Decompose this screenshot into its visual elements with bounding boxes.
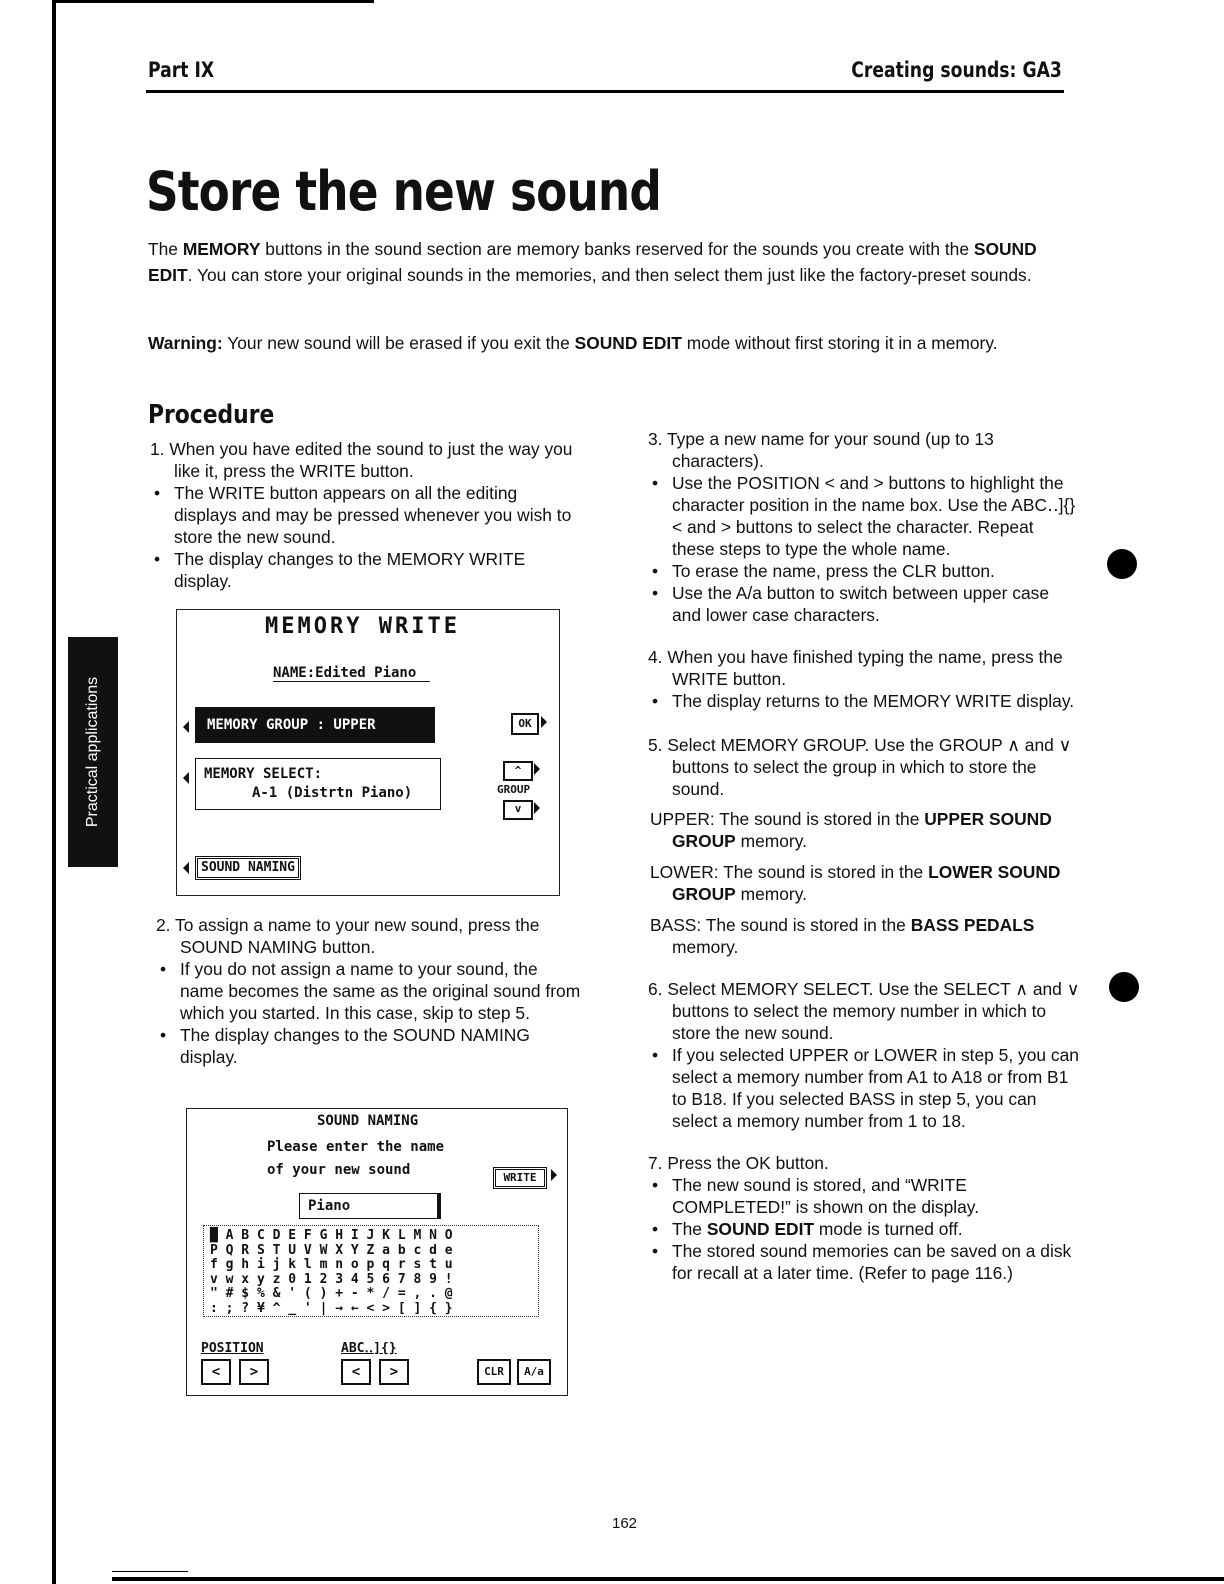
case-toggle-button[interactable]: A/a bbox=[517, 1359, 551, 1385]
step-4-bullet: • The display returns to the MEMORY WRITE display. bbox=[648, 690, 1080, 712]
step-5: 5. Select MEMORY GROUP. Use the GROUP ∧ and ∨ buttons to select the group in which to store the sound. bbox=[648, 735, 1072, 799]
position-left-button[interactable]: < bbox=[201, 1359, 231, 1385]
memory-write-display bbox=[176, 609, 560, 896]
step-3-bullet: • To erase the name, press the CLR button. bbox=[648, 560, 1080, 582]
procedure-heading: Procedure bbox=[148, 400, 275, 430]
upper-desc: UPPER: The sound is stored in the UPPER SOUND GROUP memory. bbox=[650, 809, 1052, 851]
memory-select-button[interactable] bbox=[195, 758, 441, 810]
step-6-bullet: • If you selected UPPER or LOWER in step 5, you can select a memory number from A1 to A18 or from B1 to B18. If you selected BASS in step 5, you can select a memory number from 1 to 18. bbox=[648, 1044, 1080, 1132]
step-2: 2. To assign a name to your new sound, press the SOUND NAMING button. bbox=[156, 915, 540, 957]
step-4: 4. When you have finished typing the name, press the WRITE button. bbox=[648, 647, 1063, 689]
margin-dot bbox=[1107, 549, 1137, 579]
header-part: Part IX bbox=[148, 58, 215, 82]
step-7: 7. Press the OK button. bbox=[648, 1153, 829, 1173]
position-label: POSITION bbox=[201, 1341, 264, 1356]
step-1-bullet: • The WRITE button appears on all the editing displays and may be pressed whenever you wish to store the new sound. bbox=[150, 482, 580, 548]
group-label: GROUP bbox=[497, 783, 531, 796]
position-right-button[interactable]: > bbox=[239, 1359, 269, 1385]
memory-group-button[interactable]: MEMORY GROUP : UPPER bbox=[195, 707, 435, 743]
name-input[interactable]: Piano bbox=[299, 1193, 441, 1219]
step-2-bullet: • If you do not assign a name to your sound, the name becomes the same as the original sound from which you started. In this case, skip to step 5. bbox=[156, 958, 586, 1024]
select-down-button[interactable]: v bbox=[503, 800, 533, 820]
char-row: f g h i j k l m n o p q r s t u bbox=[210, 1257, 453, 1272]
left-arrow-icon bbox=[183, 721, 189, 733]
ok-button[interactable]: OK bbox=[511, 713, 539, 735]
step-3-bullet: • Use the POSITION < and > buttons to highlight the character position in the name box. Use the ABC‥]{} < and > buttons to select the character. Repeat these steps to type the whole name. bbox=[648, 472, 1080, 560]
page-border-bottom bbox=[112, 1577, 1224, 1581]
right-arrow-icon bbox=[551, 1169, 557, 1181]
warning-paragraph: Warning: Your new sound will be erased if you exit the SOUND EDIT mode without first storing it in a memory. bbox=[148, 333, 998, 353]
abc-left-button[interactable]: < bbox=[341, 1359, 371, 1385]
header-chapter: Creating sounds: GA3 bbox=[851, 58, 1062, 82]
step-1: 1. When you have edited the sound to just the way you like it, press the WRITE button. bbox=[150, 439, 573, 481]
abc-right-button[interactable]: > bbox=[379, 1359, 409, 1385]
page-number: 162 bbox=[612, 1515, 638, 1532]
lcd-title: MEMORY WRITE bbox=[265, 614, 460, 639]
char-row: █ A B C D E F G H I J K L M N O bbox=[210, 1228, 453, 1243]
step-1-bullet: • The display changes to the MEMORY WRITE display. bbox=[150, 548, 580, 592]
step-7-bullet: • The stored sound memories can be saved on a disk for recall at a later time. (Refer to page 116.) bbox=[648, 1240, 1080, 1284]
step-2-bullet: • The display changes to the SOUND NAMING display. bbox=[156, 1024, 586, 1068]
char-row: P Q R S T U V W X Y Z a b c d e bbox=[210, 1242, 453, 1258]
abc-label: ABC‥]{} bbox=[341, 1341, 397, 1356]
page-title: Store the new sound bbox=[146, 160, 661, 223]
naming-prompt-2: of your new sound bbox=[267, 1162, 411, 1178]
page-border-bottom-mark bbox=[112, 1571, 188, 1572]
intro-paragraph: The MEMORY buttons in the sound section are memory banks reserved for the sounds you create with the SOUND EDIT. You can store your original sounds in the memories, and then select them just like the factory-preset sounds. bbox=[148, 239, 1037, 285]
right-arrow-icon bbox=[541, 716, 547, 728]
warning-label: Warning: bbox=[148, 333, 223, 353]
header-rule bbox=[146, 90, 1064, 93]
left-arrow-icon bbox=[183, 862, 189, 874]
right-arrow-icon bbox=[534, 763, 540, 775]
char-row: : ; ? ¥ ^ _ ' | → ← < > [ ] { } bbox=[210, 1300, 453, 1316]
naming-title: SOUND NAMING bbox=[317, 1113, 419, 1129]
page-border-top bbox=[52, 0, 374, 3]
left-column bbox=[150, 438, 580, 592]
memory-select-label: MEMORY SELECT: bbox=[204, 766, 323, 782]
char-row: " # $ % & ' ( ) + - * / = , . @ bbox=[210, 1286, 453, 1301]
sound-naming-button[interactable]: SOUND NAMING bbox=[195, 856, 301, 880]
left-arrow-icon bbox=[183, 772, 189, 784]
side-tab-label: Practical applications bbox=[84, 676, 101, 828]
margin-dot bbox=[1109, 972, 1139, 1002]
clr-button[interactable]: CLR bbox=[477, 1359, 511, 1385]
step-3-bullet: • Use the A/a button to switch between upper case and lower case characters. bbox=[648, 582, 1080, 626]
sound-naming-display bbox=[186, 1108, 568, 1396]
lcd-name-line: NAME:Edited Piano bbox=[273, 665, 430, 682]
memory-select-value: A-1 (Distrtn Piano) bbox=[252, 785, 413, 801]
side-tab bbox=[68, 637, 118, 867]
step-6: 6. Select MEMORY SELECT. Use the SELECT ∧ and ∨ buttons to select the memory number in which to store the new sound. bbox=[648, 979, 1080, 1043]
right-arrow-icon bbox=[534, 802, 540, 814]
left-column-lower bbox=[156, 914, 586, 1068]
lower-desc: LOWER: The sound is stored in the LOWER SOUND GROUP memory. bbox=[650, 862, 1061, 904]
step-7-bullet: • The new sound is stored, and “WRITE COMPLETED!” is shown on the display. bbox=[648, 1174, 1080, 1218]
bass-desc: BASS: The sound is stored in the BASS PEDALS memory. bbox=[650, 915, 1035, 957]
right-column bbox=[648, 428, 1080, 1284]
select-up-button[interactable]: ^ bbox=[503, 761, 533, 781]
write-button[interactable]: WRITE bbox=[493, 1167, 547, 1189]
char-row: v w x y z 0 1 2 3 4 5 6 7 8 9 ! bbox=[210, 1271, 453, 1287]
naming-prompt-1: Please enter the name bbox=[267, 1139, 445, 1155]
character-grid[interactable] bbox=[203, 1225, 539, 1317]
page-border-left bbox=[52, 0, 56, 1584]
step-3: 3. Type a new name for your sound (up to 13 characters). bbox=[648, 429, 994, 471]
step-7-bullet: • The SOUND EDIT mode is turned off. bbox=[648, 1218, 1080, 1240]
